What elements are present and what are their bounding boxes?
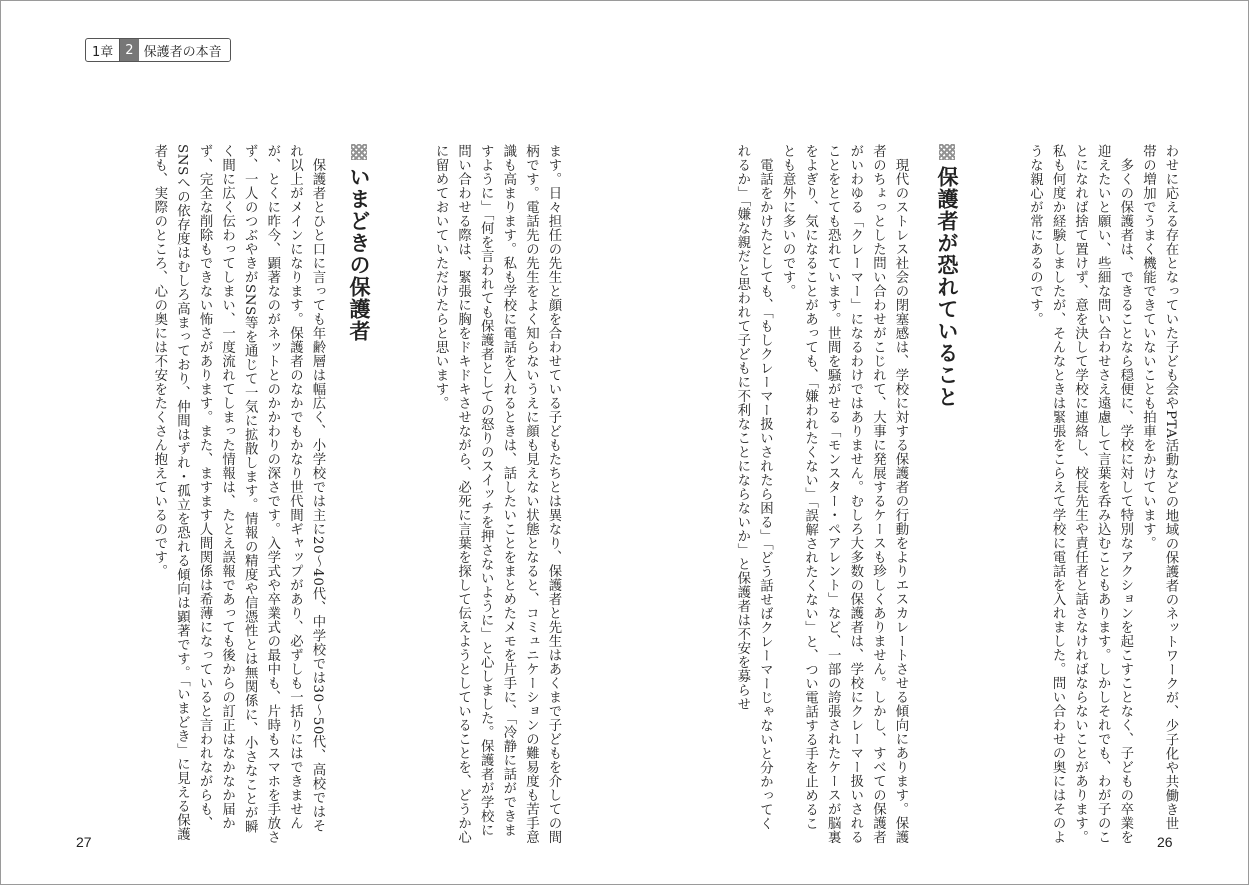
heading-text: いまどきの保護者 — [347, 166, 371, 342]
page-number-right: 26 — [1157, 834, 1173, 850]
section-title: 保護者の本音 — [139, 39, 230, 61]
left-page-body-text — [73, 144, 328, 844]
heading-ornament-icon — [939, 144, 955, 160]
heading-text: 保護者が恐れていること — [935, 166, 959, 408]
paragraph: ます。日々担任の先生と顔を合わせている子どもたちとは異なり、保護者と先生はあくまで子どもを介しての間柄です。電話先の先生をよく知らないうえに顔も見えない状態となると、コミュニケーションの難易度も苦手意識も高まります。私も学校に電話を入れるときは、話したいことをまとめたメモを片手に、「冷静に話ができますように」「何を言われても保護者としての怒りのスイッチを押さないように」と心しました。保護者が学校に問い合わせる際は、緊張に胸をドキドキさせながら、必死に言葉を探して伝えようとしていることを、どうか心に留めておいていただけたらと思います。 — [433, 144, 561, 844]
chapter-label: 1章 — [86, 39, 120, 61]
right-page-body-text — [691, 144, 911, 844]
left-page-heading — [344, 144, 374, 342]
paragraph: 保護者とひと口に言っても年齢層は幅広く、小学校では主に20～40代、中学校では30～50代、高校ではそれ以上がメインになります。保護者のなかでもかなり世代間ギャップがあり、必ずしも一括りにはできませんが、とくに昨今、顕著なのがネットとのかかわりの深さです。入学式や卒業式の最中も、片時もスマホを手放さず、一人のつぶやきがSNS等を通じて一気に拡散します。情報の精度や信憑性とは無関係に、小さなことが瞬く間に広く伝わってしまい、一度流れてしまった情報は、たとえ誤報であっても後からの訂正はなかなか届かず、完全な削除もできない怖さがあります。また、ますます人間関係は希薄になっていると言われながらも、SNSへの依存度はむしろ高まっており、仲間はずれ・孤立を恐れる傾向は顕著です。「いまどき」に見える保護者も、実際のところ、心の奥には不安をたくさん抱えているのです。 — [151, 144, 325, 844]
paragraph: 現代のストレス社会の閉塞感は、学校に対する保護者の行動をよりエスカレートさせる傾向にあります。保護者のちょっとした問い合わせがこじれて、大事に発展するケースも珍しくありません。しかし、すべての保護者がいわゆる「クレーマー」になるわけではありません。むしろ大多数の保護者は、学校にクレーマー扱いされることをとても恐れています。世間を騒がせる「モンスター・ペアレント」など、一部の誇張されたケースが脳裏をよぎり、気になることがあっても、「嫌われたくない」「誤解されたくない」と、つい電話する手を止めることも意外に多いのです。 — [780, 144, 908, 844]
section-number: 2 — [120, 39, 138, 61]
paragraph: わせに応える存在となっていた子ども会やPTA活動などの地域の保護者のネットワークが、少子化や共働き世帯の増加でうまく機能できていないことも拍車をかけています。 — [1140, 144, 1178, 831]
heading-ornament-icon — [351, 144, 367, 160]
page-number-left: 27 — [76, 834, 92, 850]
paragraph: 多くの保護者は、できることなら穏便に、学校に対して特別なアクションを起こすことなく、子どもの卒業を迎えたいと願い、些細な問い合わせさえ遠慮して言葉を呑み込むこともあります。しかしそれでも、わが子のことになれば捨て置けず、意を決して学校に連絡し、校長先生や責任者と話さなければならないことがあります。私も何度か経験しましたが、そんなときは緊張をこらえて学校に電話を入れました。問い合わせの奥にはそのような親心が常にあるのです。 — [1027, 144, 1133, 844]
right-page-heading — [932, 144, 962, 408]
left-page-intro-text — [406, 144, 564, 844]
chapter-header — [85, 38, 231, 62]
paragraph: 電話をかけたとしても、「もしクレーマー扱いされたら困る」「どう話せばクレーマーじゃないと分かってくれるか」「嫌な親だと思われて子どもに不利なことにならないか」と保護者は不安を募らせ — [734, 144, 773, 831]
right-page-intro-text — [991, 144, 1181, 844]
